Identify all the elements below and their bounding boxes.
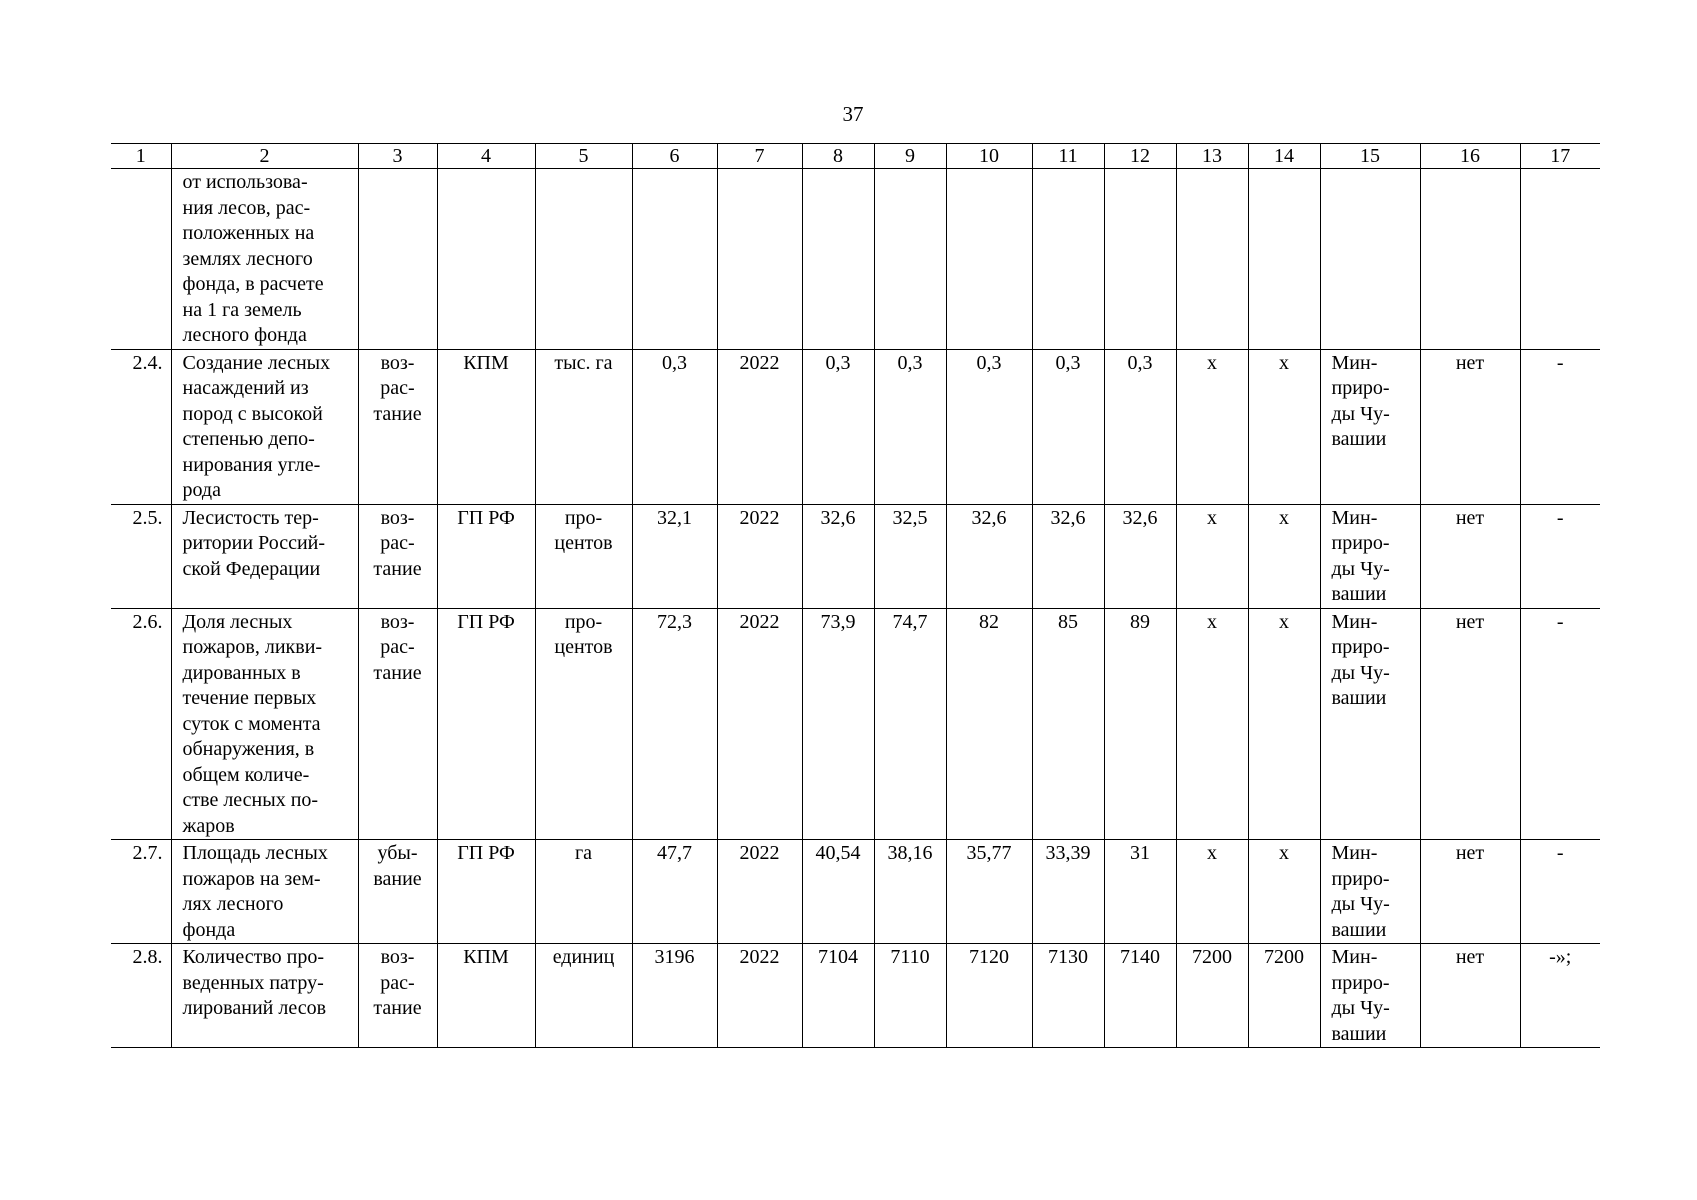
indicator-name-line: лях лесного: [182, 893, 284, 915]
trend-direction-line: убы-: [377, 842, 418, 864]
base-value: 3196: [632, 944, 717, 1048]
value-col-14: 7200: [1248, 944, 1320, 1048]
indicator-source: ГП РФ: [437, 840, 535, 944]
indicator-name-line: обнаружения, в: [182, 738, 315, 760]
value-col-8: 40,54: [802, 840, 874, 944]
unit-of-measure: [535, 349, 632, 504]
column-number-16: 16: [1420, 144, 1520, 169]
value-col-8: 73,9: [802, 608, 874, 840]
column-number-1: 1: [111, 144, 171, 169]
indicator-source: ГП РФ: [437, 608, 535, 840]
column-16-value: нет: [1420, 944, 1520, 1048]
indicator-source: КПМ: [437, 944, 535, 1048]
responsible-body-line: Мин-: [1331, 842, 1378, 864]
indicator-name-line: ния лесов, рас-: [182, 196, 311, 219]
responsible-body: [1320, 944, 1420, 1048]
value-col-14: х: [1248, 840, 1320, 944]
unit-of-measure-line: га: [574, 842, 593, 864]
trend-direction-line: воз-: [380, 506, 415, 529]
column-number-6: 6: [632, 144, 717, 169]
trend-direction: [358, 504, 437, 608]
table-row: [111, 504, 1600, 608]
responsible-body-line: ды Чу-: [1331, 997, 1390, 1019]
indicator-name-line: Количество про-: [182, 946, 324, 968]
trend-direction: [358, 349, 437, 504]
responsible-body: [1320, 169, 1420, 350]
indicator-name-line: пород с высокой: [182, 402, 323, 425]
responsible-body-line: приро-: [1331, 971, 1390, 994]
value-col-13: х: [1176, 349, 1248, 504]
indicator-name-line: рода: [182, 479, 221, 501]
responsible-body-line: Мин-: [1331, 610, 1378, 633]
column-number-2: 2: [171, 144, 358, 169]
column-number-13: 13: [1176, 144, 1248, 169]
base-year: 2022: [717, 608, 802, 840]
trend-direction-line: рас-: [380, 636, 415, 658]
indicator-name-line: Доля лесных: [182, 610, 293, 633]
table-row: [111, 349, 1600, 504]
value-col-10: 82: [946, 608, 1032, 840]
base-year: 2022: [717, 349, 802, 504]
responsible-body-line: Мин-: [1331, 946, 1378, 968]
responsible-body-line: приро-: [1331, 377, 1390, 399]
unit-of-measure-line: тыс. га: [554, 351, 613, 374]
column-16-value: нет: [1420, 840, 1520, 944]
column-16-value: нет: [1420, 504, 1520, 608]
indicator-name-line: Лесистость тер-: [182, 506, 319, 529]
indicator-name-line: ритории Россий-: [182, 532, 326, 554]
value-col-13: х: [1176, 504, 1248, 608]
column-17-value: -: [1520, 840, 1600, 944]
value-col-9: 0,3: [874, 349, 946, 504]
indicator-name-line: течение первых: [182, 687, 317, 709]
value-col-12: [1104, 169, 1176, 350]
column-16-value: [1420, 169, 1520, 350]
column-16-value: нет: [1420, 349, 1520, 504]
column-number-3: 3: [358, 144, 437, 169]
value-col-13: 7200: [1176, 944, 1248, 1048]
unit-of-measure-line: про-: [564, 506, 603, 529]
column-number-17: 17: [1520, 144, 1600, 169]
value-col-12: 89: [1104, 608, 1176, 840]
indicator-name-line: лирований лесов: [182, 997, 327, 1019]
value-col-12: 32,6: [1104, 504, 1176, 608]
trend-direction-line: рас-: [380, 377, 415, 399]
column-number-10: 10: [946, 144, 1032, 169]
unit-of-measure-line: центов: [554, 532, 613, 554]
column-number-12: 12: [1104, 144, 1176, 169]
indicator-number: 2.4.: [111, 349, 171, 504]
indicator-name: [171, 169, 358, 350]
trend-direction: [358, 944, 437, 1048]
value-col-8: 0,3: [802, 349, 874, 504]
base-year: [717, 169, 802, 350]
indicator-number: 2.5.: [111, 504, 171, 608]
base-value: 72,3: [632, 608, 717, 840]
indicator-number: [111, 169, 171, 350]
value-col-13: [1176, 169, 1248, 350]
indicator-number: 2.7.: [111, 840, 171, 944]
indicator-name-line: фонда, в расчете: [182, 273, 324, 295]
indicator-name-line: веденных патру-: [182, 971, 324, 994]
value-col-9: 38,16: [874, 840, 946, 944]
responsible-body: [1320, 608, 1420, 840]
column-16-value: нет: [1420, 608, 1520, 840]
value-col-8: 32,6: [802, 504, 874, 608]
value-col-8: [802, 169, 874, 350]
unit-of-measure: [535, 169, 632, 350]
indicator-name-line: суток с момента: [182, 712, 321, 735]
indicator-name-line: лесного фонда: [182, 324, 307, 346]
indicator-name-line: дированных в: [182, 661, 301, 684]
column-17-value: -»;: [1520, 944, 1600, 1048]
trend-direction-line: тание: [373, 402, 422, 425]
column-number-header: [111, 144, 1600, 169]
trend-direction: [358, 608, 437, 840]
indicators-table: [111, 143, 1600, 1048]
trend-direction-line: воз-: [380, 946, 415, 968]
indicator-name-line: пожаров на зем-: [182, 867, 321, 890]
unit-of-measure-line: про-: [564, 610, 603, 633]
responsible-body: [1320, 349, 1420, 504]
value-col-10: [946, 169, 1032, 350]
unit-of-measure: [535, 608, 632, 840]
trend-direction-line: рас-: [380, 532, 415, 554]
trend-direction: [358, 840, 437, 944]
value-col-11: 7130: [1032, 944, 1104, 1048]
base-year: 2022: [717, 504, 802, 608]
unit-of-measure-line: центов: [554, 636, 613, 658]
responsible-body: [1320, 504, 1420, 608]
column-17-value: -: [1520, 608, 1600, 840]
column-number-9: 9: [874, 144, 946, 169]
column-17-value: -: [1520, 349, 1600, 504]
indicator-name-line: положенных на: [182, 222, 315, 244]
value-col-11: 85: [1032, 608, 1104, 840]
value-col-14: [1248, 169, 1320, 350]
trend-direction-line: тание: [373, 997, 422, 1019]
indicator-source: [437, 169, 535, 350]
indicator-name-line: нирования угле-: [182, 453, 321, 476]
indicator-number: 2.8.: [111, 944, 171, 1048]
unit-of-measure: [535, 504, 632, 608]
value-col-13: х: [1176, 840, 1248, 944]
responsible-body-line: ды Чу-: [1331, 661, 1390, 684]
unit-of-measure-line: единиц: [552, 946, 615, 968]
table-row: [111, 840, 1600, 944]
column-number-7: 7: [717, 144, 802, 169]
responsible-body-line: приро-: [1331, 636, 1390, 658]
indicator-name: [171, 504, 358, 608]
base-year: 2022: [717, 840, 802, 944]
value-col-9: 7110: [874, 944, 946, 1048]
value-col-9: 32,5: [874, 504, 946, 608]
value-col-11: 32,6: [1032, 504, 1104, 608]
column-number-5: 5: [535, 144, 632, 169]
indicator-name-line: от использова-: [182, 171, 308, 193]
table-row: [111, 608, 1600, 840]
value-col-14: х: [1248, 504, 1320, 608]
value-col-11: 0,3: [1032, 349, 1104, 504]
indicator-name-line: Площадь лесных: [182, 842, 328, 864]
responsible-body-line: вашии: [1331, 918, 1387, 941]
value-col-12: 0,3: [1104, 349, 1176, 504]
trend-direction-line: воз-: [380, 610, 415, 633]
value-col-9: [874, 169, 946, 350]
column-number-4: 4: [437, 144, 535, 169]
responsible-body-line: вашии: [1331, 1022, 1387, 1045]
value-col-9: 74,7: [874, 608, 946, 840]
value-col-11: [1032, 169, 1104, 350]
column-number-14: 14: [1248, 144, 1320, 169]
base-value: [632, 169, 717, 350]
indicator-source: КПМ: [437, 349, 535, 504]
responsible-body-line: вашии: [1331, 428, 1387, 450]
trend-direction-line: рас-: [380, 971, 415, 994]
trend-direction: [358, 169, 437, 350]
indicator-name-line: на 1 га земель: [182, 298, 302, 321]
base-value: 32,1: [632, 504, 717, 608]
unit-of-measure: [535, 944, 632, 1048]
value-col-10: 35,77: [946, 840, 1032, 944]
base-value: 0,3: [632, 349, 717, 504]
indicator-name-line: фонда: [182, 918, 236, 941]
value-col-12: 31: [1104, 840, 1176, 944]
value-col-14: х: [1248, 608, 1320, 840]
page-number: 37: [842, 102, 864, 126]
indicator-number: 2.6.: [111, 608, 171, 840]
value-col-8: 7104: [802, 944, 874, 1048]
responsible-body-line: ды Чу-: [1331, 557, 1390, 580]
indicator-name-line: стве лесных по-: [182, 789, 319, 811]
indicator-name-line: пожаров, ликви-: [182, 636, 323, 658]
responsible-body-line: Мин-: [1331, 506, 1378, 529]
indicator-source: ГП РФ: [437, 504, 535, 608]
unit-of-measure: [535, 840, 632, 944]
responsible-body: [1320, 840, 1420, 944]
value-col-13: х: [1176, 608, 1248, 840]
indicator-name-line: Создание лесных: [182, 351, 331, 374]
trend-direction-line: тание: [373, 557, 422, 580]
value-col-11: 33,39: [1032, 840, 1104, 944]
responsible-body-line: Мин-: [1331, 351, 1378, 374]
indicator-name: [171, 608, 358, 840]
indicator-name: [171, 944, 358, 1048]
value-col-10: 7120: [946, 944, 1032, 1048]
indicator-name: [171, 349, 358, 504]
value-col-12: 7140: [1104, 944, 1176, 1048]
responsible-body-line: ды Чу-: [1331, 893, 1390, 915]
column-17-value: -: [1520, 504, 1600, 608]
base-value: 47,7: [632, 840, 717, 944]
responsible-body-line: вашии: [1331, 583, 1387, 605]
responsible-body-line: вашии: [1331, 687, 1387, 709]
indicator-name-line: степенью депо-: [182, 428, 315, 450]
table-row: [111, 169, 1600, 350]
responsible-body-line: приро-: [1331, 532, 1390, 554]
table-row: [111, 944, 1600, 1048]
indicator-name: [171, 840, 358, 944]
responsible-body-line: ды Чу-: [1331, 402, 1390, 425]
responsible-body-line: приро-: [1331, 867, 1390, 890]
column-number-11: 11: [1032, 144, 1104, 169]
column-number-8: 8: [802, 144, 874, 169]
indicator-name-line: общем количе-: [182, 763, 310, 786]
indicator-name-line: насаждений из: [182, 377, 309, 399]
column-17-value: [1520, 169, 1600, 350]
value-col-14: х: [1248, 349, 1320, 504]
value-col-10: 0,3: [946, 349, 1032, 504]
indicator-name-line: ской Федерации: [182, 557, 321, 580]
indicator-name-line: землях лесного: [182, 247, 313, 270]
column-number-15: 15: [1320, 144, 1420, 169]
trend-direction-line: тание: [373, 661, 422, 684]
indicator-name-line: жаров: [182, 814, 235, 837]
base-year: 2022: [717, 944, 802, 1048]
value-col-10: 32,6: [946, 504, 1032, 608]
trend-direction-line: вание: [373, 867, 422, 890]
trend-direction-line: воз-: [380, 351, 415, 374]
